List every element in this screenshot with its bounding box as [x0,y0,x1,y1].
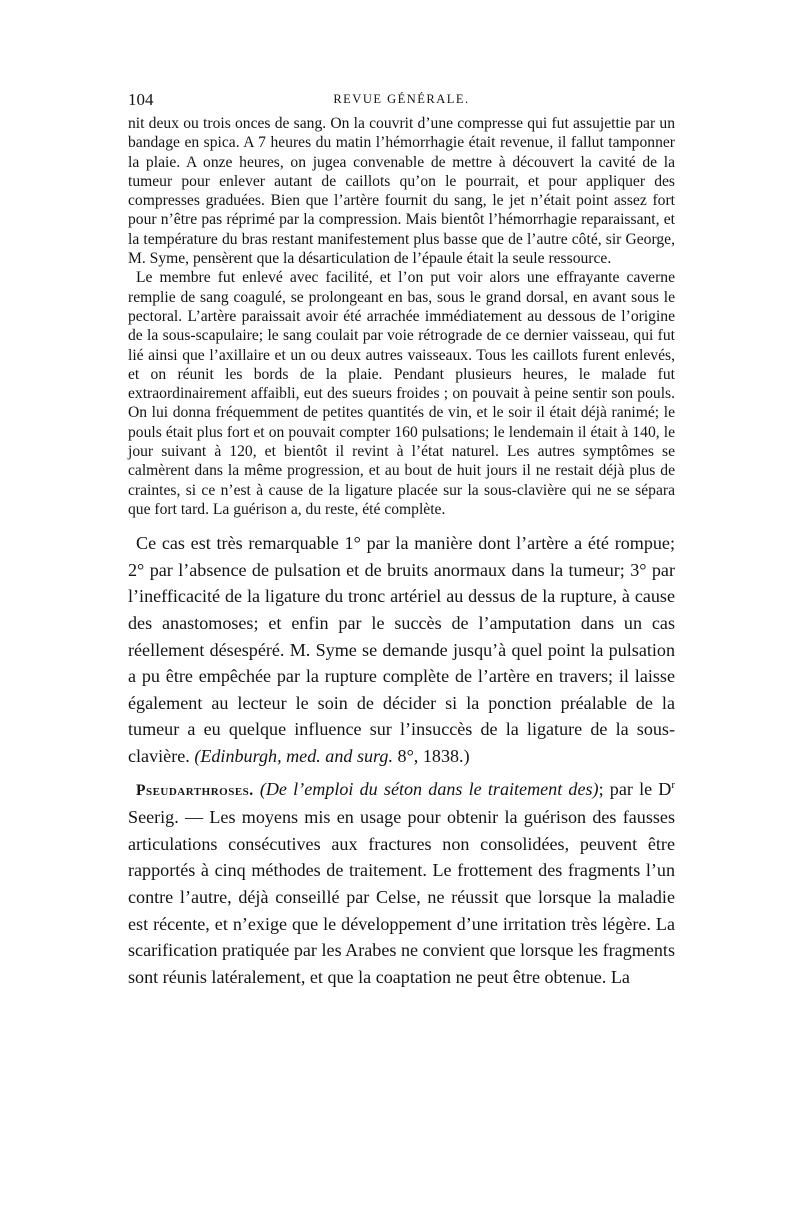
page-number: 104 [128,90,154,109]
commentary-section [128,530,675,990]
author-prefix: ; par le D [598,778,672,799]
document-page [128,90,675,990]
pseudarthroses-heading: Pseudarthroses. [136,781,254,799]
author-name: Seerig. [128,807,179,828]
citation-journal: (Edinburgh, med. and surg. [194,745,393,766]
commentary-paragraph [128,530,675,769]
author-title-sup: r [671,778,675,791]
running-title: REVUE GÉNÉRALE. [333,92,470,106]
page-header [128,90,675,114]
case-paragraph-1: nit deux ou trois onces de sang. On la couvrit d’une compresse qui fut assujettie par un bandage en spica. A 7 heures du matin l’hémorrhagie était revenue, il fallut tamponner la plaie. A onze heures, on jugea convenable de mettre à découvert la cavité de la tumeur pour enlever autant de caillots qu’on le pourrait, et pour appliquer des compresses graduées. Bien que l’artère fournit du sang, le jet n’était point assez fort pour n’être pas réprimé par la compression. Mais bientôt l’hémorrhagie reparaissant, et la température du bras restant manifestement plus basse que de l’autre côté, sir George, M. Syme, pensèrent que la désarticulation de l’épaule était la seule ressource. [128,115,675,268]
pseudarthroses-paragraph [128,776,675,991]
pseudarthroses-body: — Les moyens mis en usage pour obtenir la guérison des fausses articulations consécutives aux fractures non consolidées, peuvent être rapportés à cinq méthodes de traitement. Le frottement des fragments l’un contre l’autre, déjà conseillé par Celse, ne réussit que lorsque la maladie est récente, et n’exige que le développement d’une irritation très légère. La scarification pratiquée par les Arabes ne convient que lorsque les fragments sont réunis latéralement, et que la coaptation ne peut être obtenue. La [128,807,675,987]
case-report-section [128,114,675,519]
citation-details: 8°, 1838.) [393,745,470,766]
pseudarthroses-title: (De l’emploi du séton dans le traitement des) [259,778,599,799]
case-paragraph-2: Le membre fut enlevé avec facilité, et l’on put voir alors une effrayante caverne remplie de sang coagulé, se prolongeant en bas, sous le grand dorsal, en avant sous le pectoral. L’artère paraissait avoir été arrachée immédiatement au dessous de l’origine de la sous-scapulaire; le sang coulait par voie rétrograde de ce dernier vaisseau, qui fut lié ainsi que l’axillaire et un ou deux autres vaisseaux. Tous les caillots furent enlevés, et on réunit les bords de la plaie. Pendant plusieurs heures, le malade fut extraordinairement affaibli, eut des sueurs froides ; on pouvait à peine sentir son pouls. On lui donna fréquemment de petites quantités de vin, et le soir il était déjà ranimé; le pouls était plus fort et on pouvait compter 160 pulsations; le lendemain il était à 140, le jour suivant à 120, et bientôt il revint à l’état naturel. Les autres symptômes se calmèrent dans la même progression, et au bout de huit jours il ne restait déjà plus de craintes, si ce n’est à cause de la ligature placée sur la sous-clavière qui ne se sépara que fort tard. La guérison a, du reste, été complète. [128,269,675,518]
commentary-text: Ce cas est très remarquable 1° par la manière dont l’artère a été rompue; 2° par l’absence de pulsation et de bruits anormaux dans la tumeur; 3° par l’inefficacité de la ligature du tronc artériel au dessus de la rupture, à cause des anastomoses; et enfin par le succès de l’amputation dans un cas réellement désespéré. M. Syme se demande jusqu’à quel point la pulsation a pu être empêchée par la rupture complète de l’artère en travers; il laisse également au lecteur le soin de décider si la ponction préalable de la tumeur a eu quelque influence sur l’insuccès de la ligature de la sous-clavière. [128,533,675,766]
